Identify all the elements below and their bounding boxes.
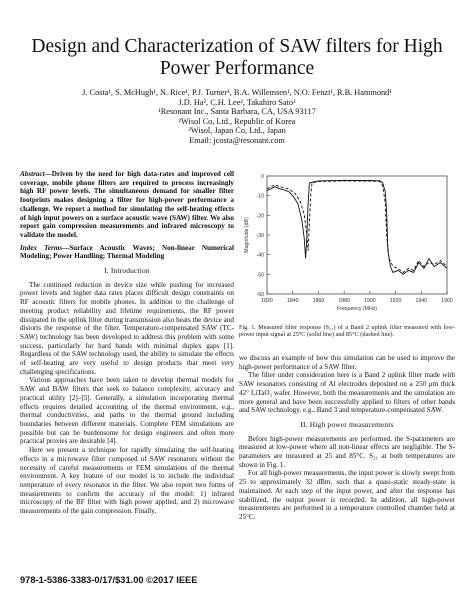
left-column (20, 170, 234, 516)
y-tick-label: -40 (256, 252, 264, 259)
right-paragraph-4: For all high-power measurements, the input power is slowly swept from 25 to approximately 32 dBm, such that a quasi-static steady-state is maintained. At each step of the input power, and after the response has stabilized, the output power is recorded. In addition, all high-power measurements are performed in a temperature controlled chamber held at 25°C. (239, 469, 455, 521)
x-tick-label: 1960 (441, 298, 453, 304)
y-tick-label: -60 (256, 292, 264, 298)
right-paragraph-2: The filter under consideration here is a Band 2 uplink filter made with SAW resonators consisting of Al electrodes deposited on a 250 μm thick 42° LiTaO₃ wafer. However, both the measurements and the simulation are more general and have been successfully applied to filters of other bands and SAW technology, e.g., Band 3 and temperature-compensated SAW. (239, 371, 455, 415)
series-line-25c (267, 180, 447, 274)
authors-line-1: J. Costa¹, S. McHugh¹, N. Rice¹, P.J. Turner¹, B.A. Willemsen¹, N.O. Fenzi¹, R.B. Hammond¹ (82, 88, 392, 97)
y-axis-label: Magnitude (dB) (244, 217, 250, 253)
author-block (30, 88, 444, 146)
y-tick-label: -20 (256, 213, 264, 220)
x-tick-label: 1900 (364, 298, 376, 304)
affiliation-3: ³Wisol, Japan Co, Ltd., Japan (188, 126, 286, 136)
abstract-label: Abstract (20, 170, 45, 178)
section-heading-introduction: I. Introduction (104, 266, 150, 276)
figure-1 (239, 170, 455, 320)
x-tick-label: 1820 (261, 298, 273, 304)
affiliation-2: ²Wisol Co, Ltd., Republic of Korea (178, 116, 296, 126)
x-tick-label: 1860 (312, 298, 325, 304)
section-heading-high-power: II. High power measurements (300, 419, 394, 429)
plot-frame (267, 176, 447, 294)
abstract-text: —Driven by the need for high data-rates and improved cell coverage, mobile phone filters are required to process increasingly high RF power levels. The simultaneous demand for smaller filter footprints makes designing a filter for high-power performance a challenge. We report a method for simulating the self-heating effects of high input powers on a surface acoustic wave (SAW) filter. We also report gain compression measurements and infrared microscopy to validate the model. (20, 170, 234, 239)
x-tick-label: 1880 (338, 298, 350, 304)
abstract (20, 170, 234, 240)
contact-email: Email: jcosta@resonant.com (189, 135, 285, 145)
x-tick-label: 1920 (389, 298, 402, 304)
right-paragraph-3: Before high-power measurements are performed, the S-parameters are measured at low-power where all non-linear effects are negligible. The S-parameters are measured at 25 and 85°C. S₂₁ at both temperatures are shown in Fig. 1. (239, 434, 455, 469)
index-terms (20, 244, 234, 261)
y-tick-label: -10 (256, 193, 264, 200)
y-tick-label: -50 (256, 272, 264, 279)
x-axis-label: Frequency (MHz) (336, 306, 378, 312)
x-tick-label: 1840 (286, 298, 299, 304)
y-tick-label: 0 (261, 174, 264, 180)
y-tick-label: -30 (256, 233, 264, 239)
filter-response-chart (239, 170, 455, 320)
intro-paragraph-2: Various approaches have been taken to develop thermal models for SAW and BAW filters that seek to balance complexity, accuracy and practical utility [2]–[5]. Generally, a simulation incorporating thermal effects requires detailed accounting of the thermal environment, e.g., thermal conductivities, and paths to the thermal ground including boundaries between different materials. Complete FEM simulations are possible but can be burdensome for design engineers and often more practical proxies are desirable [4]. (20, 376, 234, 446)
paper-title: Design and Characterization of SAW filters for High Power Performance (31, 36, 443, 79)
x-tick-label: 1940 (415, 298, 428, 304)
right-column (239, 354, 455, 522)
intro-paragraph-3: Here we present a technique for rapidly simulating the self-heating effects in a microwave filter composed of SAW resonators without the necessity of careful measurements or FEM simulations of the thermal environment. A key feature of our model is to include the individual temperature of every resonator in the filter. We also report two forms of measurements to confirm the accuracy of the model: 1) infrared microscopy of the RF filter with high power applied, and 2) microwave measurements of the gain compression. Finally, (20, 446, 234, 516)
series-line-85c (267, 181, 447, 273)
right-paragraph-1: we discuss an example of how this simulation can be used to improve the high-power performance of a SAW filter. (239, 354, 455, 371)
intro-paragraph-1: The continued reduction in device size while pushing for increased power levels and higher data rates places difficult design constraints on RF acoustic filters for mobile phones. In addition to the challenge of meeting product reliability and lifetime requirements, the RF power dissipated in the uplink filter during transmission also heats the device and distorts the response of the filter. Temperature-compensated SAW (TC-SAW) technology has been developed to address this problem with some success, particularly for hard bands with minimal duplex gaps [1]. Regardless of the SAW technology used, the ability to simulate the effects of self-heating are very useful to design products that meet very challenging specifications. (20, 280, 234, 376)
index-terms-text: —Surface Acoustic Waves; Non-linear Numerical Modeling; Power Handling; Thermal Modeling (20, 243, 234, 261)
affiliation-1: ¹Resonant Inc., Santa Barbara, CA, USA 93117 (158, 107, 316, 117)
authors-line-2: J.D. Ha², C.H. Lee², Takahiro Sato³ (178, 97, 296, 107)
index-terms-label: Index Terms (20, 243, 63, 252)
ieee-footer: 978-1-5386-3383-0/17/$31.00 ©2017 IEEE (20, 575, 198, 585)
figure-1-caption: Fig. 1. Measured filter response (S₂₁) of a Band 2 uplink filter measured with low-power input signal at 25°C (solid line) and 85°C (dashed line). (239, 324, 455, 339)
